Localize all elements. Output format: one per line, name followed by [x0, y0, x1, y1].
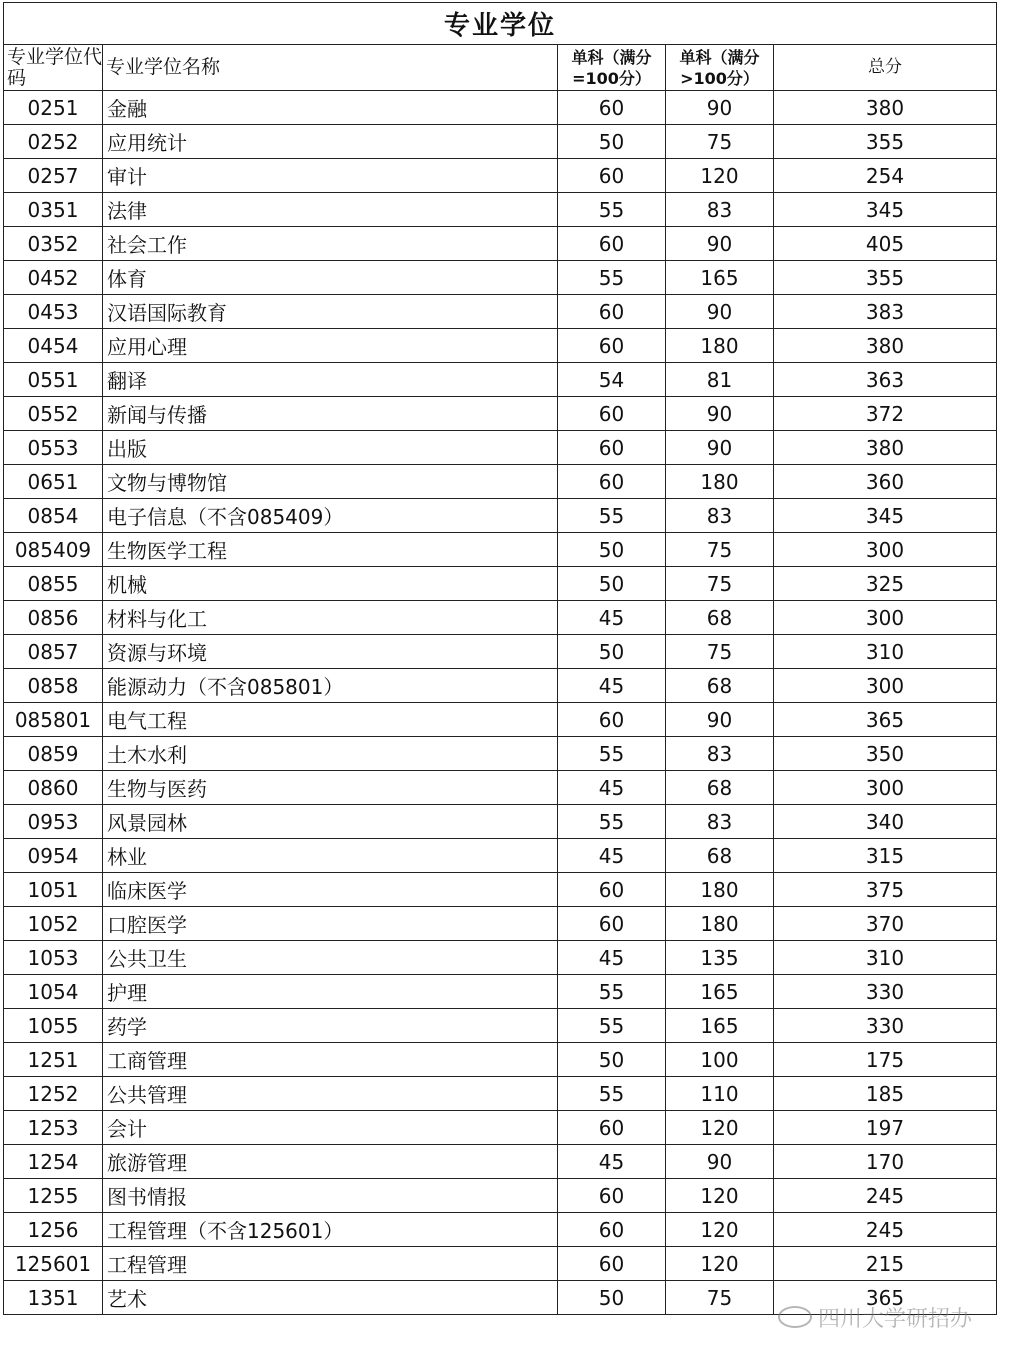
header-name: 专业学位名称	[103, 45, 558, 91]
row-single-over-100: 180	[666, 465, 774, 499]
table-row	[4, 91, 997, 125]
row-name: 口腔医学	[103, 907, 558, 941]
row-single-over-100: 135	[666, 941, 774, 975]
table-row	[4, 125, 997, 159]
row-code: 1252	[4, 1077, 103, 1111]
row-code: 0858	[4, 669, 103, 703]
table-row	[4, 805, 997, 839]
row-total: 372	[774, 397, 997, 431]
row-name: 旅游管理	[103, 1145, 558, 1179]
row-code: 1255	[4, 1179, 103, 1213]
row-total: 330	[774, 1009, 997, 1043]
table-row	[4, 1145, 997, 1179]
row-single-over-100: 120	[666, 1111, 774, 1145]
row-code: 0257	[4, 159, 103, 193]
table-row	[4, 1179, 997, 1213]
row-code: 085801	[4, 703, 103, 737]
row-name: 应用统计	[103, 125, 558, 159]
row-single-over-100: 90	[666, 431, 774, 465]
score-table-sheet	[3, 2, 996, 1315]
row-name: 汉语国际教育	[103, 295, 558, 329]
row-code: 0252	[4, 125, 103, 159]
row-code: 0854	[4, 499, 103, 533]
row-total: 254	[774, 159, 997, 193]
row-name: 图书情报	[103, 1179, 558, 1213]
row-code: 0856	[4, 601, 103, 635]
row-single-100: 60	[558, 159, 666, 193]
row-name: 审计	[103, 159, 558, 193]
row-code: 0552	[4, 397, 103, 431]
row-code: 1054	[4, 975, 103, 1009]
row-single-100: 55	[558, 261, 666, 295]
row-single-over-100: 68	[666, 771, 774, 805]
table-row	[4, 771, 997, 805]
row-single-over-100: 120	[666, 159, 774, 193]
row-name: 材料与化工	[103, 601, 558, 635]
row-single-100: 55	[558, 805, 666, 839]
row-single-over-100: 68	[666, 839, 774, 873]
row-total: 245	[774, 1179, 997, 1213]
row-total: 355	[774, 261, 997, 295]
row-total: 170	[774, 1145, 997, 1179]
row-single-over-100: 81	[666, 363, 774, 397]
row-single-100: 50	[558, 1281, 666, 1315]
table-row	[4, 975, 997, 1009]
table-row	[4, 1043, 997, 1077]
row-code: 0551	[4, 363, 103, 397]
row-single-100: 60	[558, 907, 666, 941]
row-single-over-100: 68	[666, 601, 774, 635]
row-name: 体育	[103, 261, 558, 295]
table-row	[4, 1281, 997, 1315]
header-code: 专业学位代码	[4, 45, 103, 91]
row-single-100: 60	[558, 295, 666, 329]
row-total: 375	[774, 873, 997, 907]
row-total: 380	[774, 431, 997, 465]
row-code: 0859	[4, 737, 103, 771]
row-total: 300	[774, 601, 997, 635]
row-total: 245	[774, 1213, 997, 1247]
row-total: 365	[774, 703, 997, 737]
row-single-over-100: 83	[666, 737, 774, 771]
row-total: 365	[774, 1281, 997, 1315]
row-single-100: 60	[558, 465, 666, 499]
row-single-over-100: 83	[666, 499, 774, 533]
row-name: 艺术	[103, 1281, 558, 1315]
header-single-over-100: 单科（满分>100分）	[666, 45, 774, 91]
row-name: 公共管理	[103, 1077, 558, 1111]
row-single-100: 55	[558, 975, 666, 1009]
row-single-over-100: 180	[666, 907, 774, 941]
row-single-over-100: 120	[666, 1247, 774, 1281]
table-row	[4, 567, 997, 601]
row-total: 383	[774, 295, 997, 329]
row-name: 公共卫生	[103, 941, 558, 975]
row-single-100: 54	[558, 363, 666, 397]
row-single-100: 50	[558, 635, 666, 669]
row-total: 310	[774, 635, 997, 669]
row-name: 工程管理（不含125601）	[103, 1213, 558, 1247]
row-single-100: 45	[558, 771, 666, 805]
header-single-100: 单科（满分=100分）	[558, 45, 666, 91]
row-single-over-100: 68	[666, 669, 774, 703]
row-total: 355	[774, 125, 997, 159]
row-single-over-100: 165	[666, 975, 774, 1009]
row-name: 法律	[103, 193, 558, 227]
row-total: 330	[774, 975, 997, 1009]
table-row	[4, 465, 997, 499]
row-single-over-100: 90	[666, 295, 774, 329]
row-code: 0860	[4, 771, 103, 805]
row-single-100: 50	[558, 533, 666, 567]
row-single-100: 60	[558, 329, 666, 363]
row-name: 新闻与传播	[103, 397, 558, 431]
row-single-100: 60	[558, 91, 666, 125]
row-code: 1052	[4, 907, 103, 941]
row-single-over-100: 75	[666, 567, 774, 601]
row-name: 生物医学工程	[103, 533, 558, 567]
table-row	[4, 397, 997, 431]
row-name: 临床医学	[103, 873, 558, 907]
row-name: 应用心理	[103, 329, 558, 363]
row-single-over-100: 90	[666, 397, 774, 431]
row-single-100: 55	[558, 499, 666, 533]
row-code: 0352	[4, 227, 103, 261]
row-code: 0651	[4, 465, 103, 499]
header-total: 总分	[774, 45, 997, 91]
row-name: 出版	[103, 431, 558, 465]
row-single-over-100: 83	[666, 193, 774, 227]
row-code: 0452	[4, 261, 103, 295]
row-single-over-100: 75	[666, 533, 774, 567]
row-single-over-100: 120	[666, 1179, 774, 1213]
row-name: 文物与博物馆	[103, 465, 558, 499]
row-total: 340	[774, 805, 997, 839]
row-total: 197	[774, 1111, 997, 1145]
table-row	[4, 159, 997, 193]
row-total: 325	[774, 567, 997, 601]
row-name: 工商管理	[103, 1043, 558, 1077]
table-row	[4, 839, 997, 873]
row-single-100: 60	[558, 703, 666, 737]
row-single-over-100: 75	[666, 1281, 774, 1315]
row-code: 1251	[4, 1043, 103, 1077]
table-row	[4, 737, 997, 771]
row-total: 380	[774, 91, 997, 125]
row-single-100: 45	[558, 601, 666, 635]
row-single-100: 60	[558, 1247, 666, 1281]
row-code: 0855	[4, 567, 103, 601]
row-single-over-100: 180	[666, 329, 774, 363]
row-single-100: 60	[558, 1213, 666, 1247]
row-single-over-100: 75	[666, 635, 774, 669]
row-single-100: 55	[558, 1077, 666, 1111]
row-code: 0351	[4, 193, 103, 227]
row-single-100: 50	[558, 567, 666, 601]
row-total: 215	[774, 1247, 997, 1281]
table-row	[4, 1247, 997, 1281]
row-total: 315	[774, 839, 997, 873]
row-name: 生物与医药	[103, 771, 558, 805]
table-row	[4, 635, 997, 669]
row-single-over-100: 83	[666, 805, 774, 839]
row-code: 1254	[4, 1145, 103, 1179]
row-single-over-100: 110	[666, 1077, 774, 1111]
table-row	[4, 533, 997, 567]
row-single-100: 60	[558, 431, 666, 465]
row-name: 资源与环境	[103, 635, 558, 669]
row-code: 0553	[4, 431, 103, 465]
row-code: 0453	[4, 295, 103, 329]
row-code: 1256	[4, 1213, 103, 1247]
row-total: 300	[774, 533, 997, 567]
row-total: 363	[774, 363, 997, 397]
row-single-100: 45	[558, 941, 666, 975]
row-single-over-100: 90	[666, 1145, 774, 1179]
row-single-over-100: 165	[666, 1009, 774, 1043]
row-code: 1051	[4, 873, 103, 907]
row-single-100: 45	[558, 839, 666, 873]
row-name: 会计	[103, 1111, 558, 1145]
watermark-text: 四川大学研招办	[818, 1307, 973, 1332]
row-total: 345	[774, 193, 997, 227]
row-name: 林业	[103, 839, 558, 873]
row-total: 300	[774, 771, 997, 805]
score-table	[3, 2, 997, 1315]
row-total: 175	[774, 1043, 997, 1077]
table-body	[4, 91, 997, 1315]
table-title: 专业学位	[4, 3, 997, 45]
row-code: 125601	[4, 1247, 103, 1281]
table-row	[4, 1077, 997, 1111]
row-total: 380	[774, 329, 997, 363]
table-row	[4, 499, 997, 533]
row-name: 机械	[103, 567, 558, 601]
table-row	[4, 1009, 997, 1043]
row-name: 能源动力（不含085801）	[103, 669, 558, 703]
row-name: 风景园林	[103, 805, 558, 839]
row-name: 护理	[103, 975, 558, 1009]
table-row	[4, 261, 997, 295]
row-code: 085409	[4, 533, 103, 567]
row-name: 电气工程	[103, 703, 558, 737]
row-single-100: 55	[558, 1009, 666, 1043]
row-code: 0251	[4, 91, 103, 125]
row-code: 1053	[4, 941, 103, 975]
table-row	[4, 941, 997, 975]
row-name: 电子信息（不含085409）	[103, 499, 558, 533]
row-single-100: 50	[558, 1043, 666, 1077]
table-row	[4, 295, 997, 329]
row-code: 1055	[4, 1009, 103, 1043]
row-code: 0954	[4, 839, 103, 873]
row-code: 0454	[4, 329, 103, 363]
table-row	[4, 193, 997, 227]
row-single-100: 60	[558, 227, 666, 261]
row-code: 1351	[4, 1281, 103, 1315]
row-single-over-100: 165	[666, 261, 774, 295]
row-total: 300	[774, 669, 997, 703]
row-single-100: 45	[558, 669, 666, 703]
row-code: 0857	[4, 635, 103, 669]
row-single-over-100: 90	[666, 703, 774, 737]
table-row	[4, 907, 997, 941]
row-single-over-100: 90	[666, 91, 774, 125]
table-row	[4, 329, 997, 363]
table-row	[4, 1111, 997, 1145]
row-single-100: 60	[558, 397, 666, 431]
row-total: 405	[774, 227, 997, 261]
row-total: 185	[774, 1077, 997, 1111]
table-row	[4, 431, 997, 465]
row-single-over-100: 100	[666, 1043, 774, 1077]
row-single-100: 60	[558, 1179, 666, 1213]
row-name: 社会工作	[103, 227, 558, 261]
row-single-100: 55	[558, 737, 666, 771]
row-name: 药学	[103, 1009, 558, 1043]
row-single-100: 60	[558, 1111, 666, 1145]
table-row	[4, 363, 997, 397]
row-single-100: 60	[558, 873, 666, 907]
row-total: 370	[774, 907, 997, 941]
row-single-100: 50	[558, 125, 666, 159]
row-name: 翻译	[103, 363, 558, 397]
header-row	[4, 45, 997, 91]
row-name: 金融	[103, 91, 558, 125]
row-single-100: 45	[558, 1145, 666, 1179]
row-code: 0953	[4, 805, 103, 839]
row-total: 345	[774, 499, 997, 533]
table-row	[4, 669, 997, 703]
row-single-over-100: 75	[666, 125, 774, 159]
row-single-100: 55	[558, 193, 666, 227]
row-total: 360	[774, 465, 997, 499]
table-row	[4, 1213, 997, 1247]
row-name: 工程管理	[103, 1247, 558, 1281]
table-row	[4, 227, 997, 261]
row-single-over-100: 90	[666, 227, 774, 261]
table-row	[4, 873, 997, 907]
table-row	[4, 703, 997, 737]
table-row	[4, 601, 997, 635]
row-single-over-100: 180	[666, 873, 774, 907]
row-name: 土木水利	[103, 737, 558, 771]
row-total: 350	[774, 737, 997, 771]
row-total: 310	[774, 941, 997, 975]
row-single-over-100: 120	[666, 1213, 774, 1247]
row-code: 1253	[4, 1111, 103, 1145]
